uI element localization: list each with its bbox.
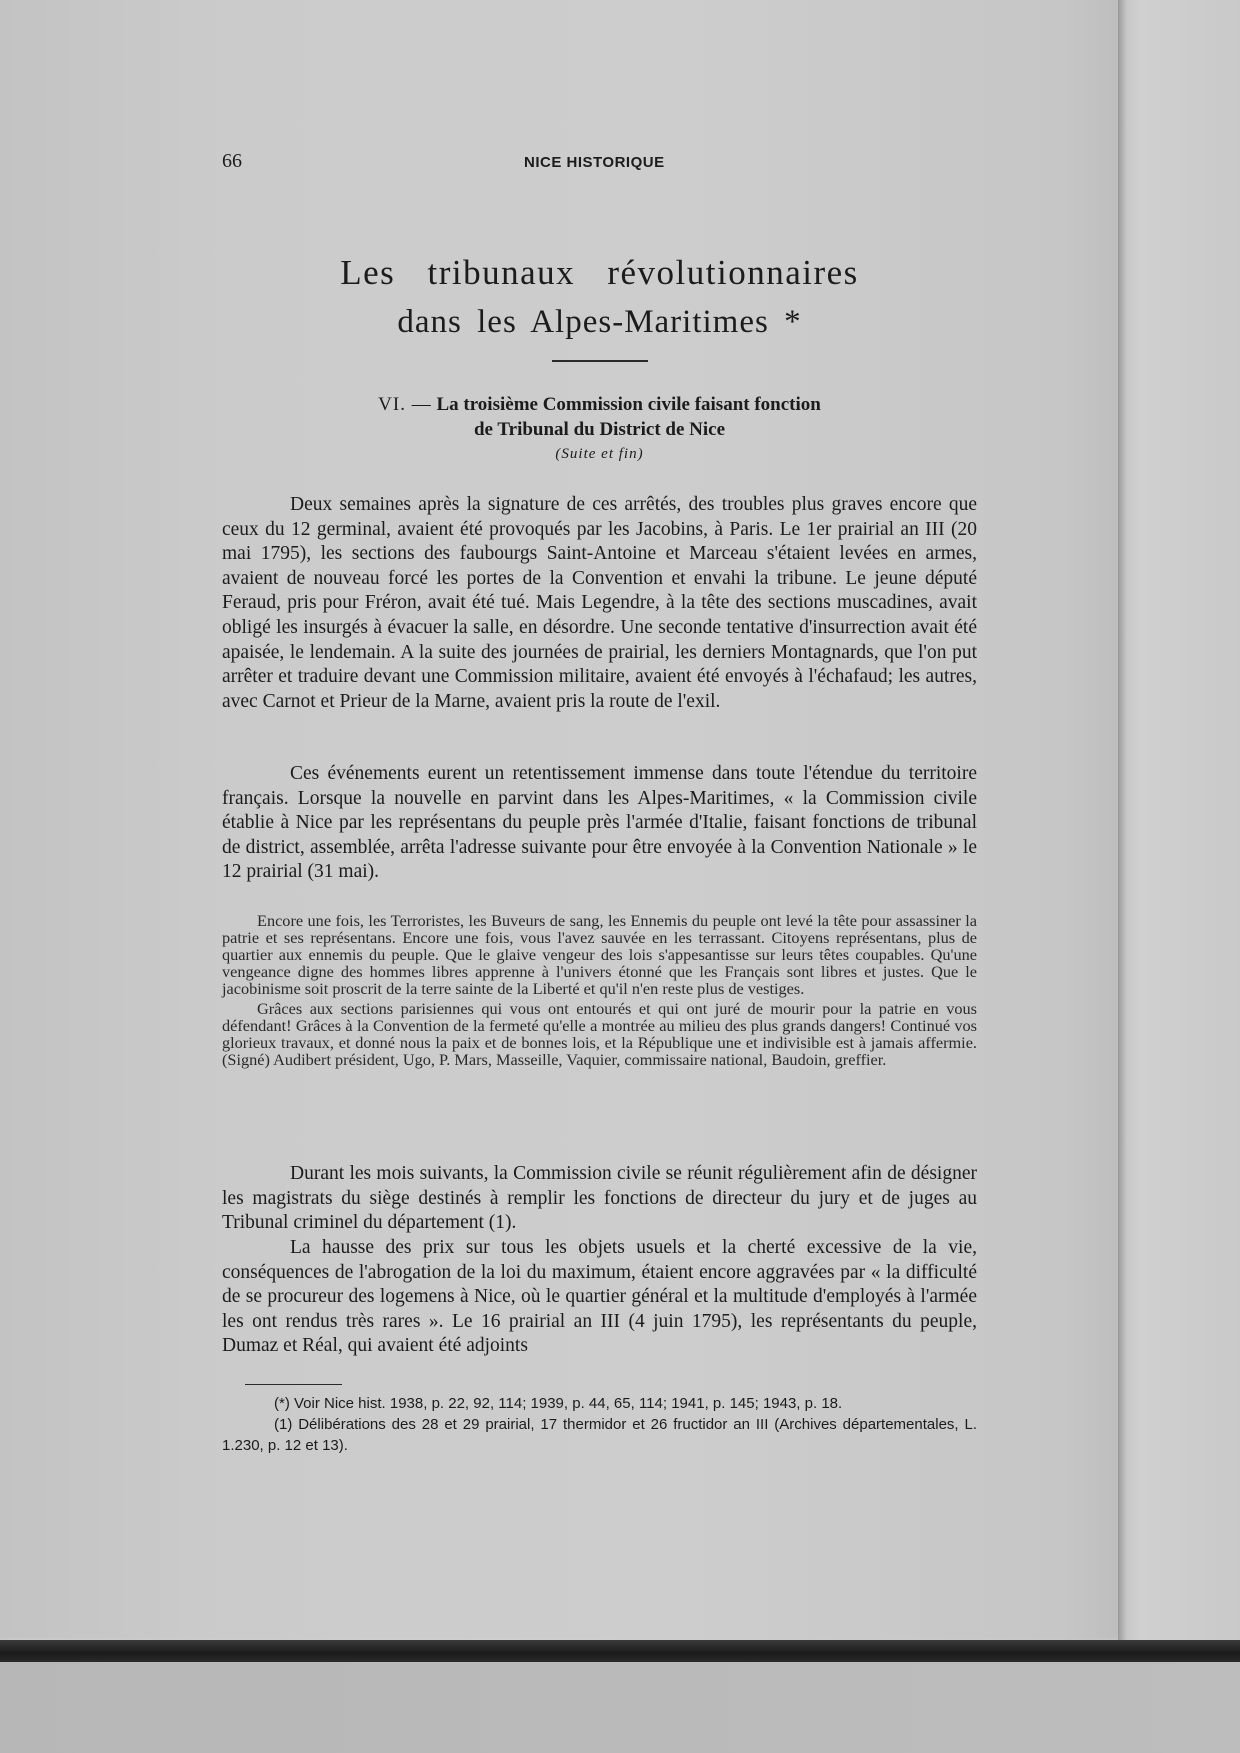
body-paragraph-2-wrap [222, 762, 977, 885]
footnote: (1) Délibérations des 28 et 29 prairial, 17 thermidor et 26 fructidor an III (Archives départementales, L. 1.230, p. 12 et 13). [222, 1416, 977, 1454]
footnotes [222, 1393, 977, 1456]
scan-bottom-margin [0, 1662, 1240, 1753]
section-heading-line2: de Tribunal du District de Nice [473, 419, 726, 440]
body-paragraph-1-wrap [222, 493, 977, 714]
page-fold-shadow [1118, 0, 1140, 1640]
scan-bottom-shadow [0, 1640, 1240, 1662]
title-divider [552, 360, 648, 362]
quote-paragraph: Grâces aux sections parisiennes qui vous ont entourés et qui ont juré de mourir pour la patrie en vous défendant! Grâces à la Convention de la fermeté qu'elle a montrée au milieu des plus grands dangers! Continué vos glorieux travaux, et donné nous la paix et de bonnes lois, et la République une et indivisible est à jamais affermie. (Signé) Audibert président, Ugo, P. Mars, Masseille, Vaquier, commissaire national, Baudoin, greffier. [222, 999, 977, 1069]
journal-title: NICE HISTORIQUE [524, 154, 665, 171]
page-number: 66 [222, 150, 242, 172]
body-paragraph: Deux semaines après la signature de ces arrêtés, des troubles plus graves encore que ceux du 12 germinal, avaient été provoqués par les Jacobins, à Paris. Le 1er prairial an III (20 mai 1795), les sections des faubourgs Saint-Antoine et Marceau s'étaient levées en armes, avaient de nouveau forcé les portes de la Convention et envahi la tribune. Le jeune député Feraud, pris pour Fréron, avait été tué. Mais Legendre, à la tête des sections muscadines, avait obligé les insurgés à évacuer la salle, en désordre. Une seconde tentative d'insurrection avait été apaisée, le lendemain. A la suite des journées de prairial, les derniers Montagnards, que l'on put arrêter et traduire devant une Commission militaire, avaient été envoyés à l'échafaud; les autres, avec Carnot et Prieur de la Marne, avaient pris la route de l'exil. [222, 494, 977, 712]
body-paragraph: Ces événements eurent un retentissement immense dans toute l'étendue du territoire français. Lorsque la nouvelle en parvint dans les Alpes-Maritimes, « la Commission civile établie à Nice par les représentans du peuple près l'armée d'Italie, faisant fonctions de tribunal de district, assemblée, arrêta l'adresse suivante pour être envoyée à la Convention Nationale » le 12 prairial (31 mai). [222, 763, 977, 883]
article-title-block [222, 248, 977, 463]
article-title: Les tribunaux révolutionnaires [340, 253, 859, 292]
body-paragraph-4-wrap [222, 1236, 977, 1359]
footnote-divider [245, 1384, 342, 1385]
continuation-note: (Suite et fin) [555, 446, 644, 462]
section-numeral: VI. — [378, 394, 432, 415]
section-heading [222, 392, 977, 442]
adjacent-page-edge [1140, 0, 1240, 1660]
section-heading-line1: La troisième Commission civile faisant fonction [436, 394, 821, 415]
quoted-address [222, 912, 977, 1071]
body-paragraph-3-wrap [222, 1162, 977, 1236]
quote-paragraph: Encore une fois, les Terroristes, les Buveurs de sang, les Ennemis du peuple ont levé la tête pour assassiner la patrie et ses représentans. Encore une fois, vous l'avez sauvée en les terrassant. Citoyens représentans, plus de quartier aux ennemis du peuple. Que le glaive vengeur des lois s'appesantisse sur leurs têtes coupables. Qu'une vengeance digne des hommes libres apprenne à l'univers étonné que les Français sont libres et justes. Que le jacobinisme soit proscrit de la terre sainte de la Liberté et qu'il n'en reste plus de vestiges. [222, 911, 977, 998]
footnote: (*) Voir Nice hist. 1938, p. 22, 92, 114; 1939, p. 44, 65, 114; 1941, p. 145; 1943, p. 18. [274, 1395, 843, 1412]
body-paragraph: Durant les mois suivants, la Commission civile se réunit régulièrement afin de désigner les magistrats du siège destinés à remplir les fonctions de directeur du jury et de juges au Tribunal criminel du département (1). [222, 1163, 977, 1234]
body-paragraph: La hausse des prix sur tous les objets usuels et la cherté excessive de la vie, conséquences de l'abrogation de la loi du maximum, étaient encore aggravées par « la difficulté de se procureur des logemens à Nice, où le quartier général et la multitude d'employés à l'armée les ont rendus très rares ». Le 16 prairial an III (4 juin 1795), les représentants du peuple, Dumaz et Réal, qui avaient été adjoints [222, 1237, 977, 1357]
article-subtitle: dans les Alpes-Maritimes * [397, 304, 802, 340]
